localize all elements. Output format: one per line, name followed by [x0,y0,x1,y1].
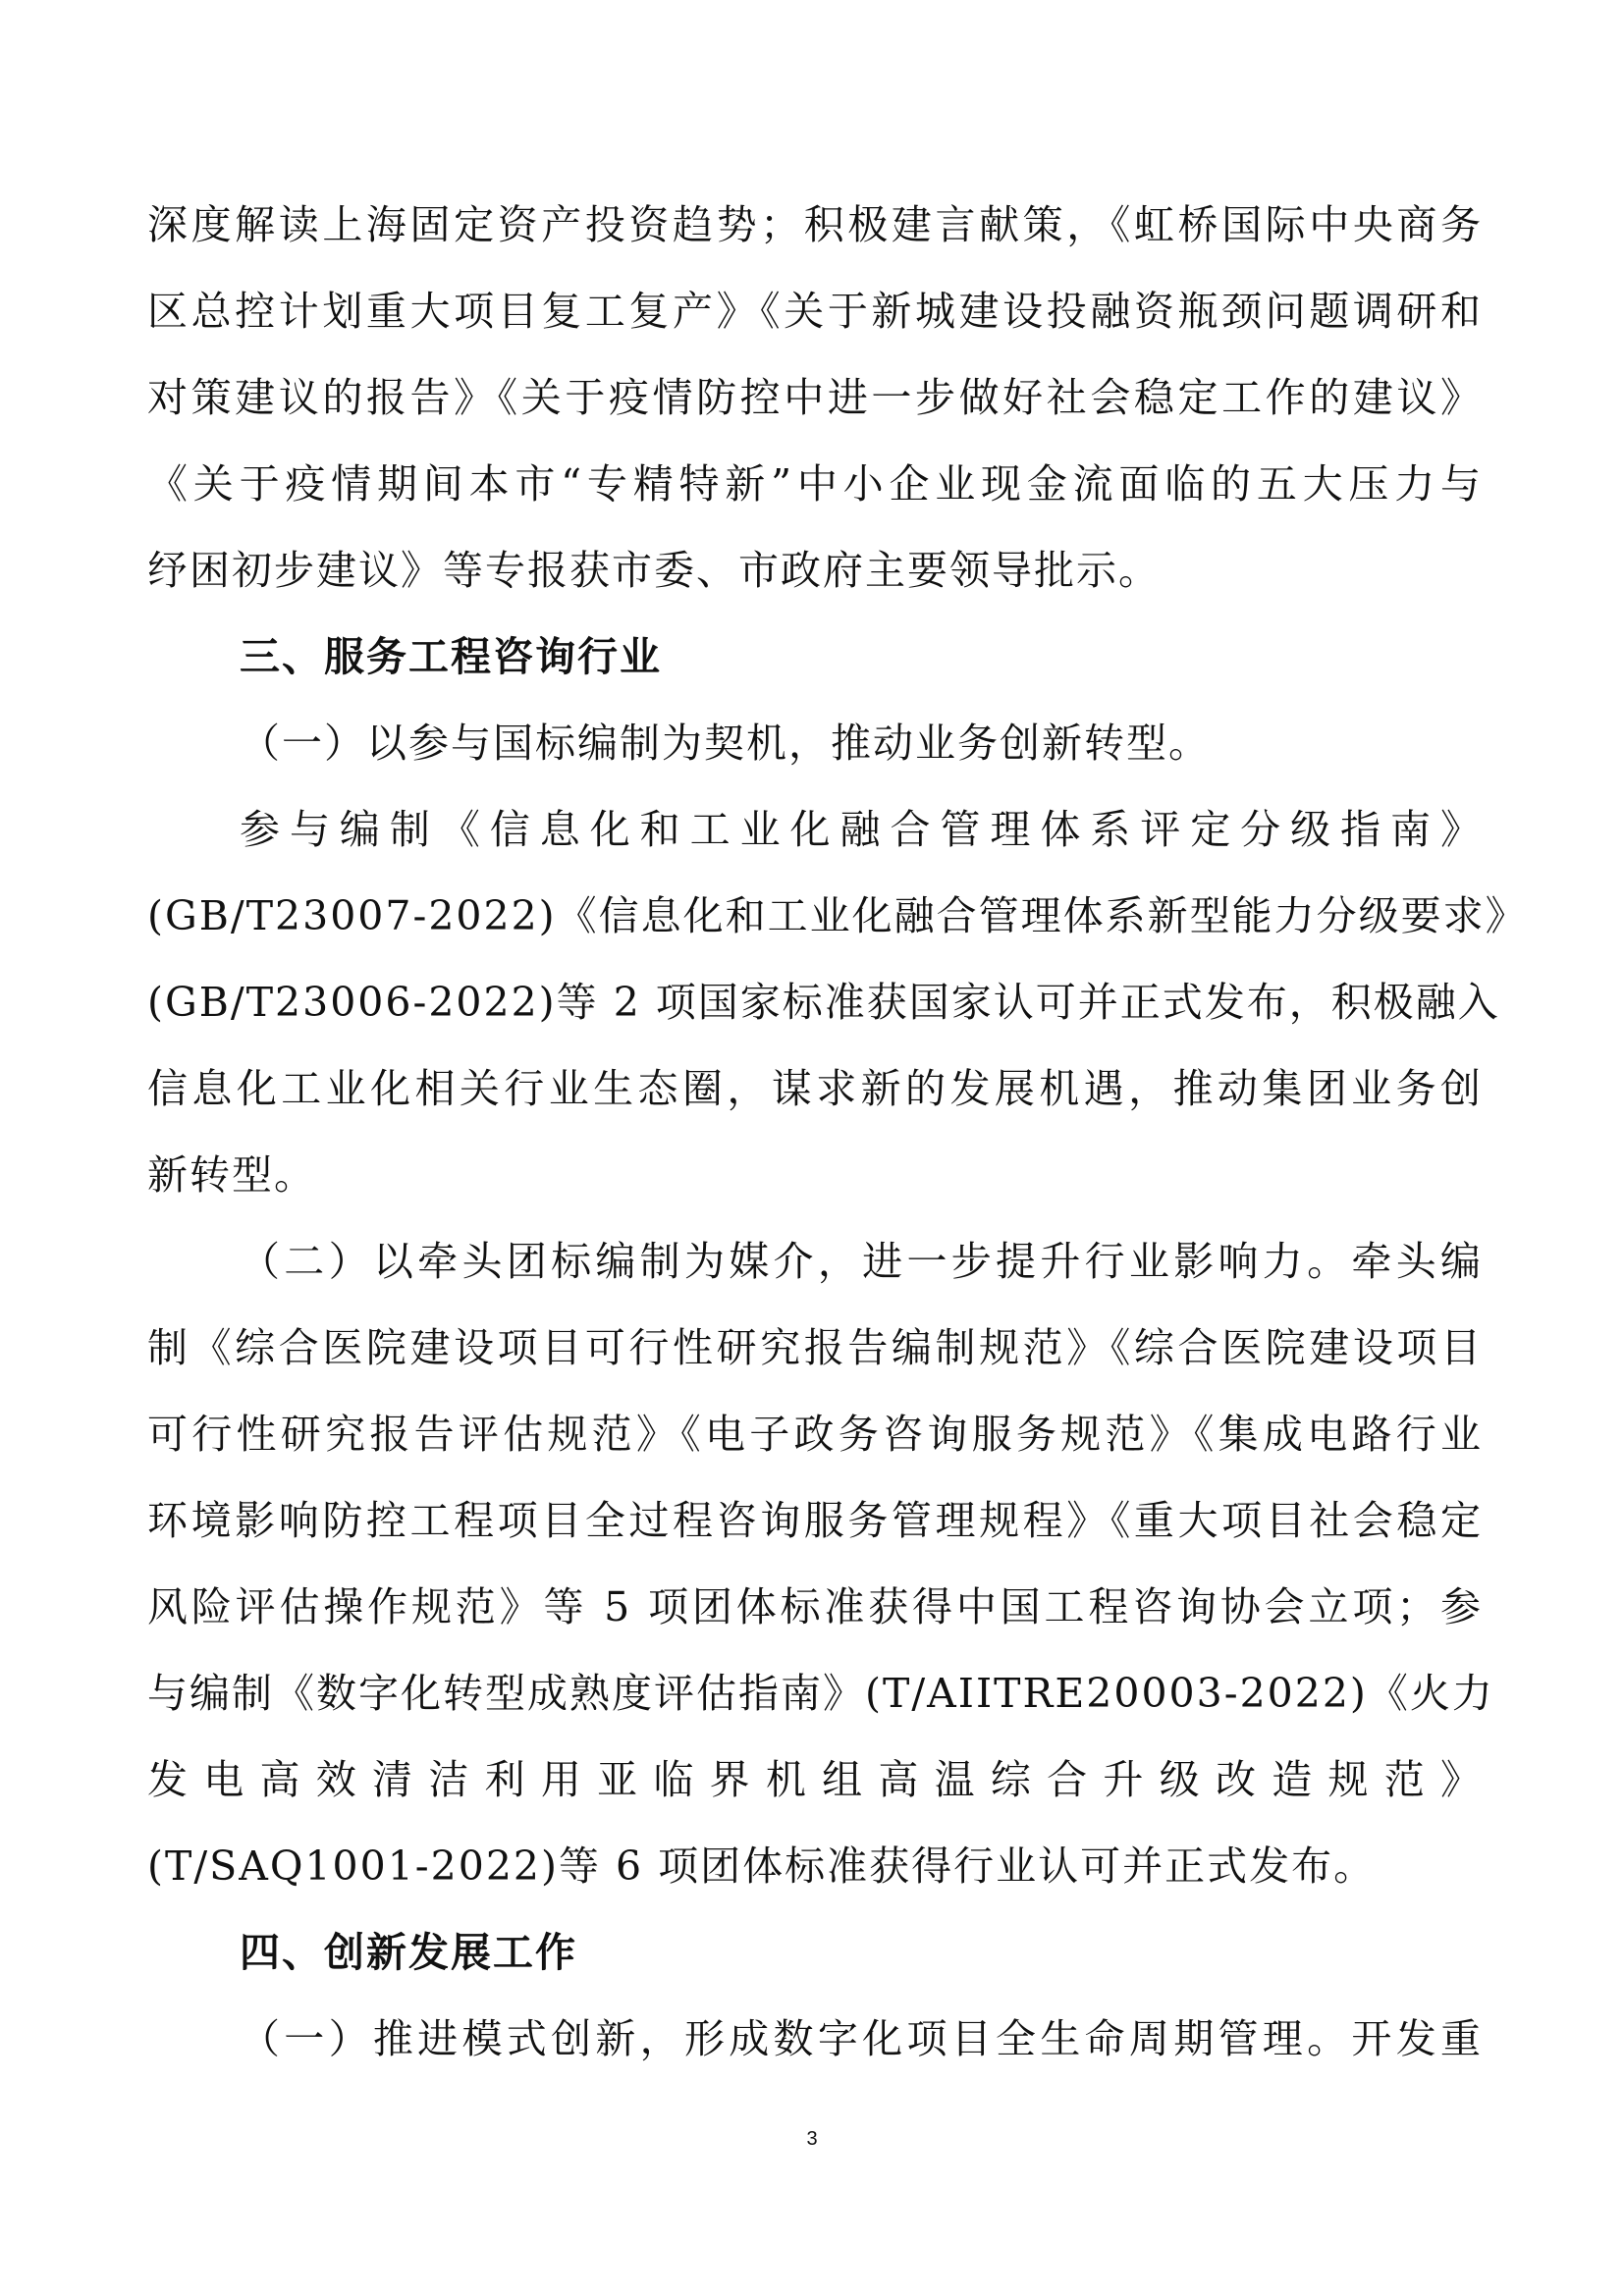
paragraph-1 [147,201,1483,594]
paragraph-line: 风险评估操作规范》等 5 项团体标准获得中国工程咨询协会立项；参 [147,1583,1483,1630]
paragraph-line: 新转型。 [147,1151,316,1199]
paragraph-line: （二）以牵头团标编制为媒介，进一步提升行业影响力。牵头编 [240,1238,1483,1285]
section-heading-4: 四、创新发展工作 [240,1929,577,1976]
document-body [147,201,1528,2102]
paragraph-line: 环境影响防控工程项目全过程咨询服务管理规程》《重大项目社会稳定 [147,1497,1483,1544]
paragraph-2 [147,806,1528,1199]
paragraph-4 [147,2015,1483,2062]
paragraph-line: 参与编制《信息化和工业化融合管理体系评定分级指南》 [240,806,1483,853]
paragraph-line: (GB/T23006-2022)等 2 项国家标准获国家认可并正式发布，积极融入 [147,979,1500,1026]
section-heading-3: 三、服务工程咨询行业 [240,633,662,680]
paragraph-line: 深度解读上海固定资产投资趋势；积极建言献策，《虹桥国际中央商务 [147,201,1483,248]
paragraph-line: 《关于疫情期间本市“专精特新”中小企业现金流面临的五大压力与 [147,460,1483,507]
paragraph-line: 与编制《数字化转型成熟度评估指南》(T/AIITRE20003-2022)《火力 [147,1670,1494,1717]
paragraph-line: 可行性研究报告评估规范》《电子政务咨询服务规范》《集成电路行业 [147,1411,1483,1458]
paragraph-3 [147,1238,1494,1890]
paragraph-line: (T/SAQ1001-2022)等 6 项团体标准获得行业认可并正式发布。 [147,1842,1377,1890]
paragraph-line: 对策建议的报告》《关于疫情防控中进一步做好社会稳定工作的建议》 [147,374,1483,421]
paragraph-line: （一）推进模式创新，形成数字化项目全生命周期管理。开发重 [240,2015,1483,2062]
paragraph-line: 信息化工业化相关行业生态圈，谋求新的发展机遇，推动集团业务创 [147,1065,1483,1112]
subsection-heading-3-1: （一）以参与国标编制为契机，推动业务创新转型。 [240,720,1211,767]
paragraph-line: 发电高效清洁利用亚临界机组高温综合升级改造规范》 [147,1756,1483,1803]
page-number: 3 [806,2128,818,2150]
paragraph-line: 区总控计划重大项目复工复产》《关于新城建设投融资瓶颈问题调研和 [147,288,1483,335]
paragraph-line: 制《综合医院建设项目可行性研究报告编制规范》《综合医院建设项目 [147,1324,1483,1371]
paragraph-line: (GB/T23007-2022)《信息化和工业化融合管理体系新型能力分级要求》 [147,892,1528,939]
paragraph-line: 纾困初步建议》等专报获市委、市政府主要领导批示。 [147,547,1161,594]
